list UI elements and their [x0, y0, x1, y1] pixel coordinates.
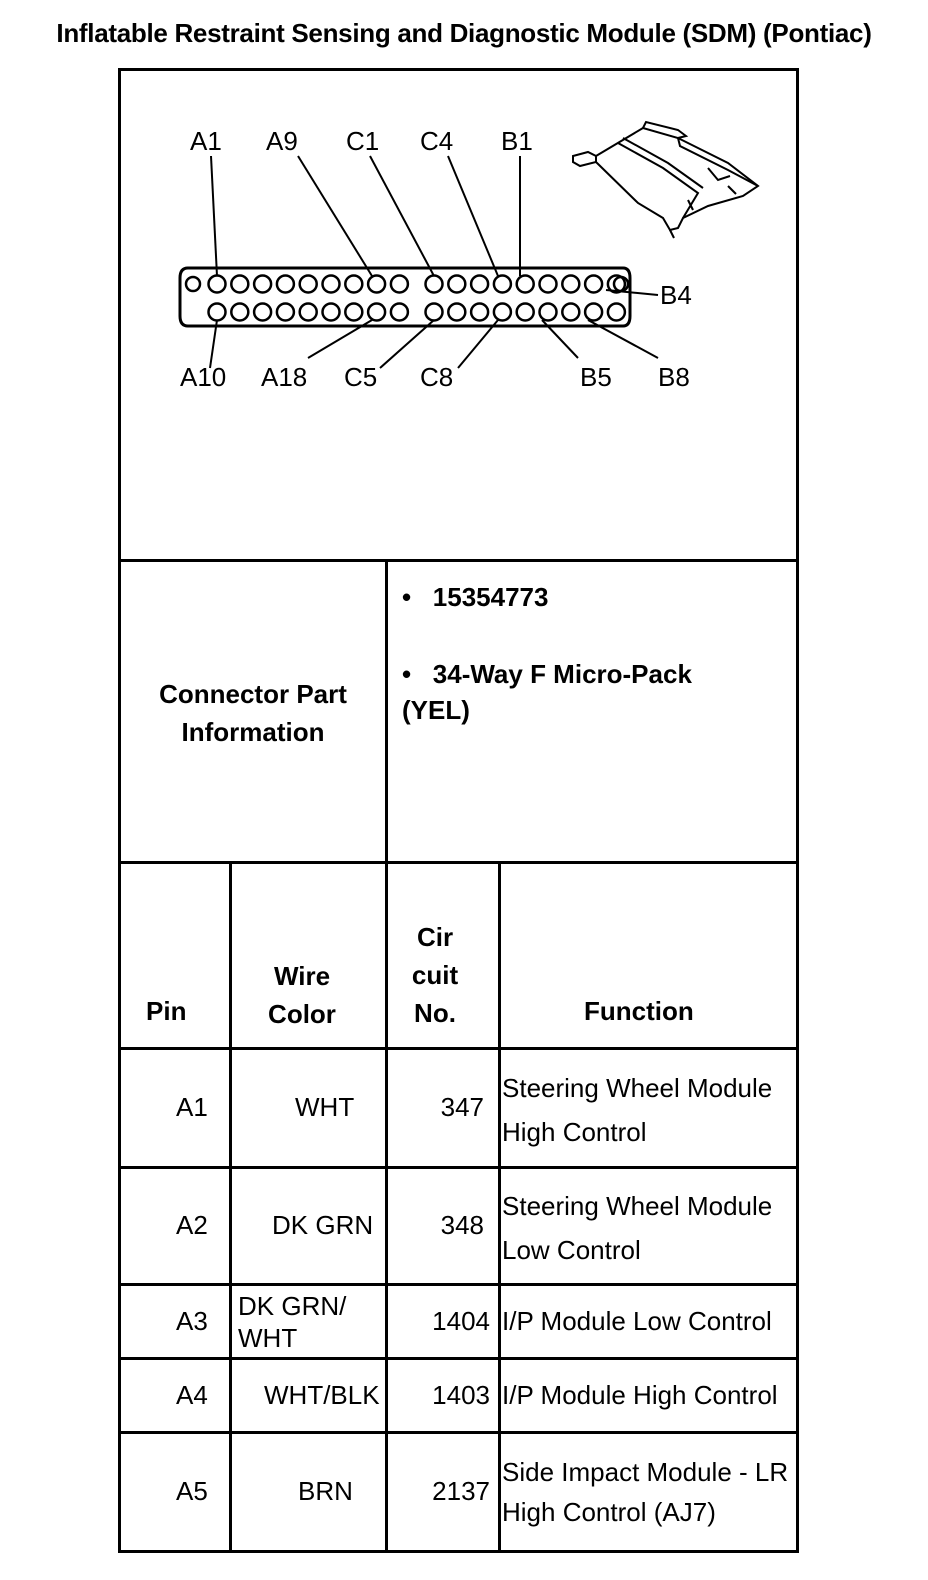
pin-hole: [277, 304, 294, 321]
row-function: Steering Wheel Module High Control: [502, 1073, 773, 1147]
pin-hole: [231, 304, 248, 321]
pin-hole: [323, 304, 340, 321]
pin-hole: [254, 276, 271, 293]
pin-hole: [426, 276, 443, 293]
pin-hole: [471, 276, 488, 293]
pin-hole: [209, 304, 226, 321]
pin-hole: [426, 304, 443, 321]
pin-label-c1: C1: [346, 126, 380, 156]
pin-label-c8: C8: [420, 362, 454, 392]
connector-diagram: [118, 68, 799, 562]
pin-hole: [494, 276, 511, 293]
pin-label-a1: A1: [190, 126, 222, 156]
pin-hole: [300, 276, 317, 293]
pin-hole: [517, 276, 534, 293]
row-wire-color: BRN: [298, 1476, 353, 1506]
pin-hole: [231, 276, 248, 293]
pin-hole: [391, 304, 408, 321]
row-function: Side Impact Module - LR High Control (AJ7): [502, 1457, 789, 1527]
pin-hole: [323, 276, 340, 293]
row-pin: A4: [176, 1380, 208, 1410]
pin-hole: [540, 276, 557, 293]
header-function: Function: [584, 996, 694, 1026]
pin-hole: [448, 276, 465, 293]
connector-sketch-icon: [573, 122, 758, 238]
pin-label-b5: B5: [580, 362, 612, 392]
header-pin: Pin: [146, 996, 187, 1026]
pin-label-b4: B4: [660, 280, 692, 310]
row-function: I/P Module Low Control: [502, 1306, 772, 1336]
pin-hole: [209, 276, 226, 293]
pin-label-a10: A10: [180, 362, 227, 392]
row-wire-color: WHT: [295, 1092, 355, 1122]
row-wire-color: DK GRN/ WHT: [238, 1291, 347, 1353]
pin-hole: [562, 304, 579, 321]
pin-hole: [368, 304, 385, 321]
header-wire-color: Wire Color: [268, 961, 336, 1029]
header-circuit-no: Cir cuit No.: [411, 922, 459, 1028]
pin-hole: [368, 276, 385, 293]
pin-label-a9: A9: [266, 126, 298, 156]
pin-hole: [300, 304, 317, 321]
pin-label-b8: B8: [658, 362, 690, 392]
table-row: [118, 1166, 232, 1286]
pin-hole: [471, 304, 488, 321]
table-row: [118, 1283, 232, 1360]
row-circuit: 347: [440, 1092, 484, 1122]
bullet-icon: •: [402, 582, 433, 612]
row-pin: A5: [176, 1476, 208, 1506]
row-circuit: 1404: [432, 1306, 490, 1336]
row-function: Steering Wheel Module Low Control: [502, 1191, 773, 1265]
row-pin: A1: [176, 1092, 208, 1122]
pin-hole: [391, 276, 408, 293]
pin-hole: [585, 304, 602, 321]
pin-label-c5: C5: [344, 362, 378, 392]
pin-hole: [494, 304, 511, 321]
row-pin: A2: [176, 1210, 208, 1240]
pin-hole: [345, 276, 362, 293]
row-pin: A3: [176, 1306, 208, 1336]
pin-hole: [345, 304, 362, 321]
pin-hole: [448, 304, 465, 321]
connector-description: • 34-Way F Micro-Pack (YEL): [402, 659, 692, 725]
connector-part-number: • 15354773: [402, 582, 549, 612]
connector-part-info-label: Connector Part Information: [159, 679, 347, 747]
pin-label-c4: C4: [420, 126, 454, 156]
table-row: [118, 1357, 232, 1434]
pin-label-b1: B1: [501, 126, 533, 156]
row-wire-color: DK GRN: [272, 1210, 374, 1240]
row-circuit: 2137: [432, 1476, 490, 1506]
row-function: I/P Module High Control: [502, 1380, 778, 1410]
pin-hole: [608, 304, 625, 321]
pin-hole: [517, 304, 534, 321]
row-circuit: 348: [440, 1210, 484, 1240]
pin-hole: [585, 276, 602, 293]
row-circuit: 1403: [432, 1380, 490, 1410]
pin-hole: [562, 276, 579, 293]
page-title: Inflatable Restraint Sensing and Diagnostic Module (SDM) (Pontiac): [56, 18, 872, 48]
bullet-icon: •: [402, 659, 433, 689]
pin-hole: [254, 304, 271, 321]
table-row: [118, 1047, 232, 1169]
row-wire-color: WHT/BLK: [264, 1380, 380, 1410]
pin-hole: [277, 276, 294, 293]
pin-label-a18: A18: [261, 362, 308, 392]
table-row: [118, 1431, 232, 1553]
pin-hole: [540, 304, 557, 321]
